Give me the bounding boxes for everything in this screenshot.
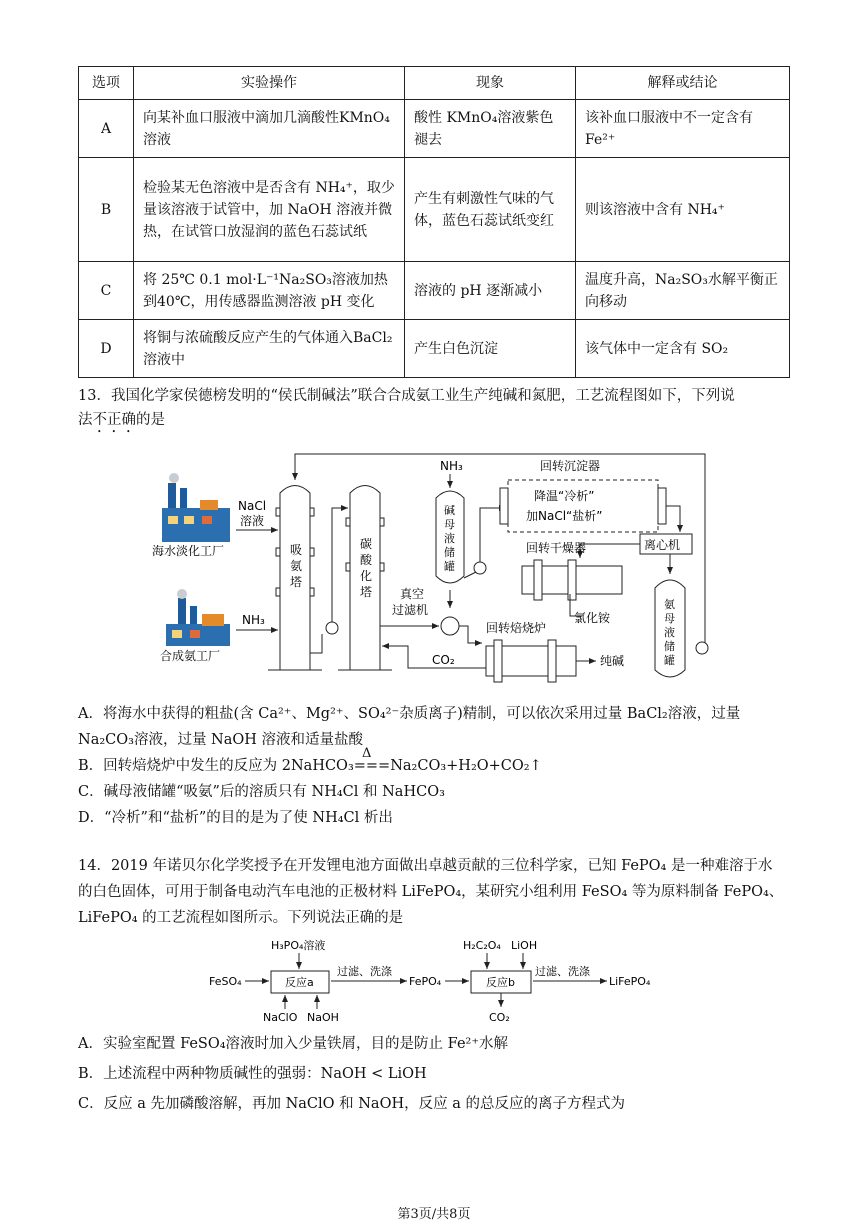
kiln-label: 回转焙烧炉 (486, 621, 547, 635)
soda-label: 纯碱 (600, 654, 625, 668)
table-row (79, 158, 790, 262)
q13-stem (78, 384, 793, 436)
tower1-char: 塔 (290, 575, 303, 589)
rotary-kiln (486, 640, 576, 682)
h2c2o4-label: H₂C₂O₄ (463, 939, 501, 952)
table-row (79, 262, 790, 320)
settler-line1: 降温“冷析” (534, 489, 595, 503)
filter1-label: 过滤、洗涤 (337, 965, 392, 978)
naclo-label: NaClO (263, 1011, 298, 1024)
reaction-a-label: 反应a (285, 976, 314, 989)
vacuum-label: 真空 (400, 587, 425, 601)
tank2-char: 母 (664, 612, 675, 625)
q13-stem-post: 的是 (136, 412, 165, 428)
q13-stem-line2 (78, 408, 793, 436)
q13-option-b-wrap (78, 746, 793, 778)
row-option: D (79, 320, 134, 378)
row-conclusion: 温度升高，Na₂SO₃水解平衡正向移动 (576, 262, 790, 320)
row-conclusion: 则该溶液中含有 NH₄⁺ (576, 158, 790, 262)
q13-option-c: C．碱母液储罐“吸氨”后的溶质只有 NH₄Cl 和 NaHCO₃ (78, 784, 445, 800)
tank1-char: 液 (444, 532, 455, 545)
q13-option-a-cont: Na₂CO₃溶液，过量 NaOH 溶液和适量盐酸 (78, 732, 364, 748)
q13-process-diagram (150, 448, 720, 697)
nh3-left-label: NH₃ (242, 613, 265, 627)
page-footer: 第3页/共8页 (397, 1207, 471, 1222)
q14-stem-line2: 的白色固体，可用于制备电动汽车电池的正极材料 LiFePO₄，某研究小组利用 FeSO₄ 等为原料制备 FePO₄、 (78, 884, 784, 900)
dryer-label: 回转干燥器 (526, 541, 587, 555)
table-row (79, 320, 790, 378)
q13-option-a: A．将海水中获得的粗盐(含 Ca²⁺、Mg²⁺、SO₄²⁻杂质离子)精制，可以依次采用过量 BaCl₂溶液，过量 (78, 706, 741, 722)
tower2-char: 化 (360, 569, 373, 583)
plant1-label: 海水淡化工厂 (152, 544, 225, 558)
tank2-char: 罐 (664, 654, 675, 667)
q14-stem (78, 854, 793, 930)
q14-option-c: C．反应 a 先加磷酸溶解，再加 NaClO 和 NaOH，反应 a 的总反应的离子方程式为 (78, 1096, 625, 1112)
nh4cl-label: 氯化铵 (574, 611, 611, 625)
experiment-table (78, 66, 790, 378)
q13-option-b: B．回转焙烧炉中发生的反应为 2NaHCO₃===Na₂CO₃+H₂O+CO₂↑ (78, 758, 542, 774)
tank1-char: 储 (444, 546, 455, 559)
q13-stem-line1: 13．我国化学家侯德榜发明的“侯氏制碱法”联合合成氨工业生产纯碱和氮肥，工艺流程图如下，下列说 (78, 388, 735, 404)
co2-label: CO₂ (432, 653, 455, 667)
vacuum-label-2: 过滤机 (392, 603, 429, 617)
header-option: 选项 (79, 67, 134, 100)
settler-line2: 加NaCl“盐析” (526, 509, 603, 523)
filter2-label: 过滤、洗涤 (535, 965, 590, 978)
tank1-char: 碱 (444, 504, 455, 517)
reaction-b-label: 反应b (486, 976, 515, 989)
row-conclusion: 该补血口服液中不一定含有 Fe²⁺ (576, 100, 790, 158)
fepo4-label: FePO₄ (409, 975, 442, 988)
tower2-char: 酸 (360, 553, 373, 567)
header-operation: 实验操作 (134, 67, 405, 100)
settler-label: 回转沉淀器 (540, 459, 601, 473)
row-phenomenon: 酸性 KMnO₄溶液紫色褪去 (405, 100, 576, 158)
lioh-label: LiOH (511, 939, 538, 952)
q14-option-a: A．实验室配置 FeSO₄溶液时加入少量铁屑，目的是防止 Fe²⁺水解 (78, 1036, 508, 1052)
rotary-settler (500, 480, 666, 532)
tank2-char: 氨 (664, 598, 675, 611)
q13-option-d: D．“冷析”和“盐析”的目的是为了使 NH₄Cl 析出 (78, 810, 393, 826)
header-conclusion: 解释或结论 (576, 67, 790, 100)
rotary-dryer (522, 560, 622, 600)
tower1-char: 氨 (290, 559, 303, 573)
q14-flow-diagram (205, 935, 665, 1029)
row-operation: 检验某无色溶液中是否含有 NH₄⁺，取少量该溶液于试管中，加 NaOH 溶液并微热，在试管口放湿润的蓝色石蕊试纸 (134, 158, 405, 262)
centrifuge-label: 离心机 (644, 538, 681, 552)
row-phenomenon: 溶液的 pH 逐渐减小 (405, 262, 576, 320)
delta-symbol: Δ (362, 746, 372, 761)
table-header-row (79, 67, 790, 100)
header-phenomenon: 现象 (405, 67, 576, 100)
tank2-char: 储 (664, 640, 675, 653)
feso4-label: FeSO₄ (209, 975, 242, 988)
row-operation: 向某补血口服液中滴加几滴酸性KMnO₄溶液 (134, 100, 405, 158)
row-operation: 将铜与浓硫酸反应产生的气体通入BaCl₂溶液中 (134, 320, 405, 378)
row-option: A (79, 100, 134, 158)
row-conclusion: 该气体中一定含有 SO₂ (576, 320, 790, 378)
row-option: C (79, 262, 134, 320)
factory-icon (162, 473, 230, 542)
nacl-label-2: 溶液 (240, 514, 265, 528)
nh3-top-label: NH₃ (440, 459, 463, 473)
tank1-char: 罐 (444, 560, 455, 573)
co2-b-label: CO₂ (489, 1011, 510, 1024)
row-phenomenon: 产生有刺激性气味的气体，蓝色石蕊试纸变红 (405, 158, 576, 262)
q13-stem-pre: 法 (78, 412, 93, 428)
plant2-label: 合成氨工厂 (160, 649, 221, 663)
q14-stem-line3: LiFePO₄ 的工艺流程如图所示。下列说法正确的是 (78, 910, 404, 926)
q14-stem-line1: 14．2019 年诺贝尔化学奖授予在开发锂电池方面做出卓越贡献的三位科学家，已知 FePO₄ 是一种难溶于水 (78, 858, 773, 874)
naoh-label: NaOH (307, 1011, 339, 1024)
row-operation: 将 25℃ 0.1 mol·L⁻¹Na₂SO₃溶液加热到40℃，用传感器监测溶液 pH 变化 (134, 262, 405, 320)
q13-options (78, 702, 793, 830)
tower2-char: 碳 (360, 537, 373, 551)
lifepo4-label: LiFePO₄ (609, 975, 651, 988)
tower1-char: 吸 (290, 543, 303, 557)
tower2-char: 塔 (360, 585, 373, 599)
tank2-char: 液 (664, 626, 675, 639)
row-phenomenon: 产生白色沉淀 (405, 320, 576, 378)
nacl-label: NaCl (238, 499, 267, 513)
vacuum-filter (441, 617, 459, 635)
h3po4-label: H₃PO₄溶液 (271, 939, 326, 952)
row-option: B (79, 158, 134, 262)
q14-option-b: B．上述流程中两种物质碱性的强弱：NaOH < LiOH (78, 1066, 427, 1082)
tank1-char: 母 (444, 518, 455, 531)
q14-options (78, 1032, 793, 1116)
q13-stem-emphasis: 不正确 (92, 412, 136, 428)
factory-icon (166, 589, 230, 646)
table-row (79, 100, 790, 158)
